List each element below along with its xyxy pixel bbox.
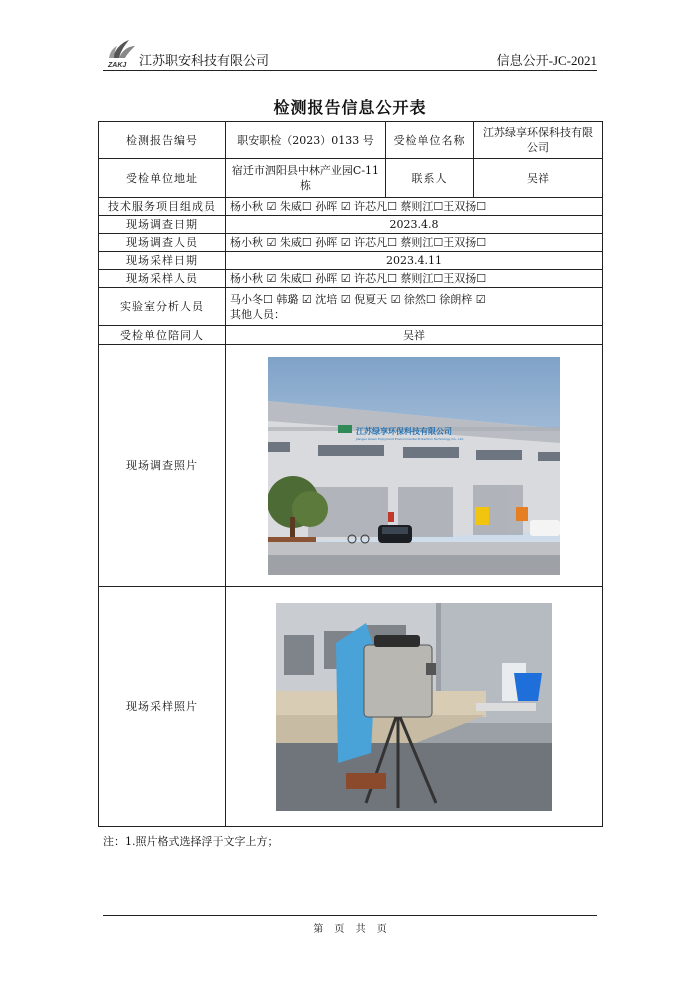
report-info-table	[98, 121, 603, 827]
building-sign-en-text: Jiangsu Green Enjoyment Environmental Protection Technology Co., Ltd.	[356, 436, 464, 441]
sampling-staff-label: 现场采样人员	[99, 270, 226, 288]
sampling-date-value: 2023.4.11	[226, 252, 603, 270]
table-row	[99, 252, 603, 270]
table-row	[99, 270, 603, 288]
table-row	[99, 288, 603, 326]
document-code: 信息公开-JC-2021	[496, 53, 597, 68]
page-header	[103, 36, 597, 72]
sampling-photo	[276, 603, 552, 811]
team-label: 技术服务项目组成员	[99, 198, 226, 216]
table-row	[99, 122, 603, 159]
lab-staff-label: 实验室分析人员	[99, 288, 226, 326]
contact-label: 联系人	[386, 159, 474, 198]
table-row	[99, 216, 603, 234]
client-address-label: 受检单位地址	[99, 159, 226, 198]
table-row	[99, 234, 603, 252]
table-row	[99, 159, 603, 198]
table-row	[99, 198, 603, 216]
report-no-value: 职安职检（2023）0133 号	[226, 122, 386, 159]
footnote: 注：1.照片格式选择浮于文字上方；	[103, 835, 279, 848]
page-title: 检测报告信息公开表	[273, 98, 427, 117]
survey-date-value: 2023.4.8	[226, 216, 603, 234]
escort-label: 受检单位陪同人	[99, 326, 226, 345]
building-sign-text: 江苏绿享环保科技有限公司	[356, 426, 452, 436]
table-row	[99, 345, 603, 587]
survey-staff-value: 杨小秋 ☑ 朱威☐ 孙晖 ☑ 许芯凡☐ 蔡则江☐王双扬☐	[226, 234, 603, 252]
table-row	[99, 326, 603, 345]
team-value: 杨小秋 ☑ 朱威☐ 孙晖 ☑ 许芯凡☐ 蔡则江☐王双扬☐	[226, 198, 603, 216]
company-name: 江苏职安科技有限公司	[139, 54, 270, 69]
header-divider	[103, 70, 597, 71]
lab-other-value: 其他人员：	[230, 307, 285, 321]
company-logo-icon	[105, 36, 139, 70]
svg-text:ZAKJ: ZAKJ	[108, 62, 127, 69]
client-address-value: 宿迁市泗阳县中林产业园C-11 栋	[226, 159, 386, 198]
survey-photo	[268, 357, 560, 575]
sampling-photo-label: 现场采样照片	[99, 587, 226, 827]
contact-value: 吴祥	[474, 159, 603, 198]
survey-date-label: 现场调查日期	[99, 216, 226, 234]
escort-value: 吴祥	[226, 326, 603, 345]
sampling-photo-cell	[226, 587, 603, 827]
client-name-label: 受检单位名称	[386, 122, 474, 159]
lab-staff-cell	[226, 288, 603, 326]
page-number: 第 页 共 页	[313, 924, 387, 935]
survey-photo-label: 现场调查照片	[99, 345, 226, 587]
table-row	[99, 587, 603, 827]
survey-photo-cell	[226, 345, 603, 587]
lab-staff-value: 马小冬☐ 韩璐 ☑ 沈培 ☑ 倪夏天 ☑ 徐然☐ 徐朗梓 ☑	[230, 292, 486, 306]
survey-staff-label: 现场调查人员	[99, 234, 226, 252]
sampling-date-label: 现场采样日期	[99, 252, 226, 270]
footer-divider	[103, 915, 597, 916]
sampling-staff-value: 杨小秋 ☑ 朱威☐ 孙晖 ☑ 许芯凡☐ 蔡则江☐王双扬☐	[226, 270, 603, 288]
client-name-value: 江苏绿享环保科技有限公司	[474, 122, 603, 159]
report-no-label: 检测报告编号	[99, 122, 226, 159]
